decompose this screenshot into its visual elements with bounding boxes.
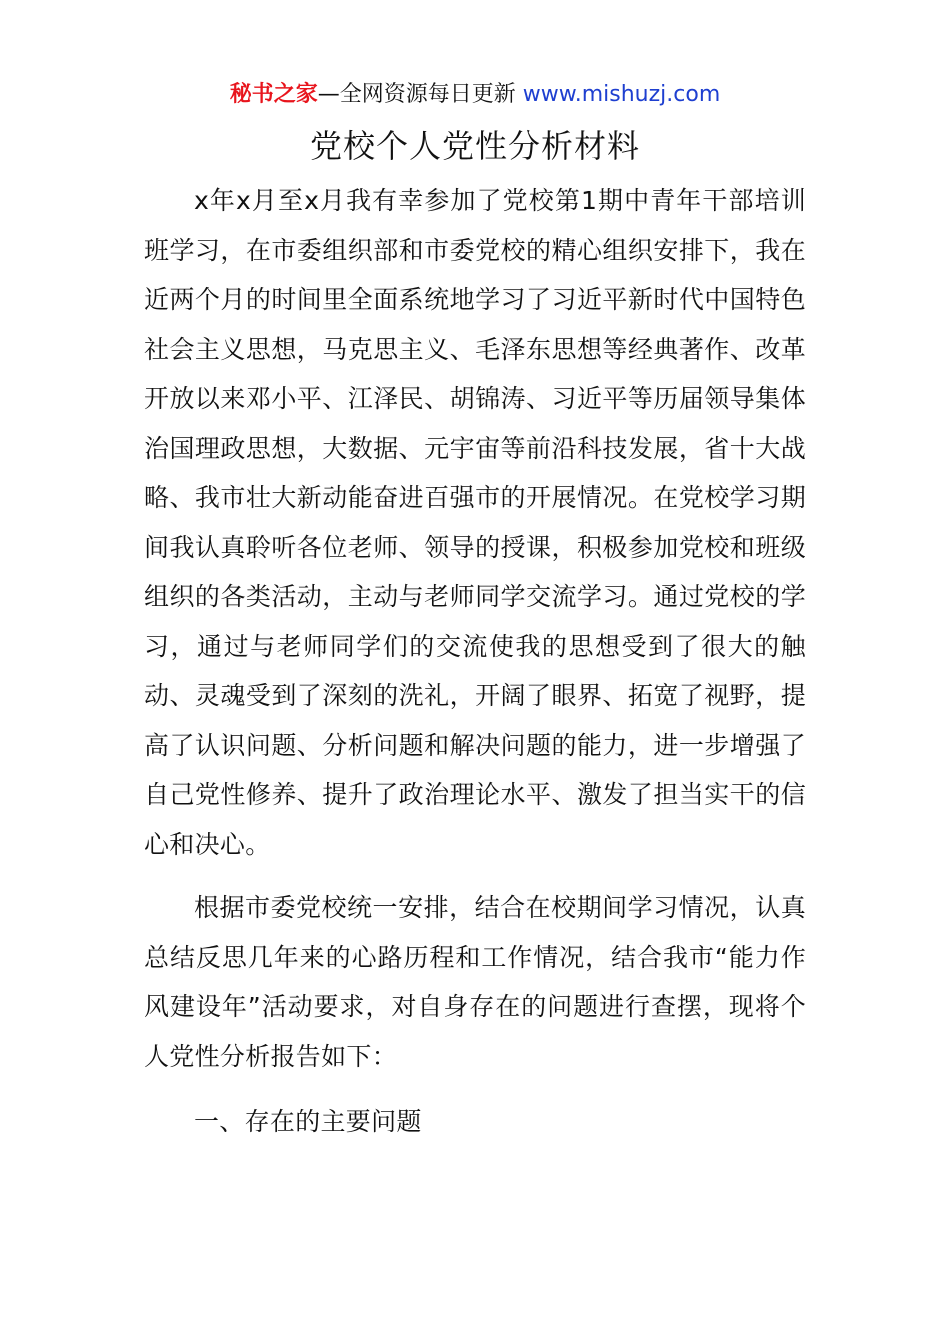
document-body xyxy=(144,176,806,1147)
body-paragraph-2: 根据市委党校统一安排，结合在校期间学习情况，认真总结反思几年来的心路历程和工作情况，结合我市“能力作风建设年”活动要求，对自身存在的问题进行查摆，现将个人党性分析报告如下： xyxy=(144,893,806,1071)
document-title: 党校个人党性分析材料 xyxy=(309,127,640,165)
body-paragraph-1: x年x月至x月我有幸参加了党校第1期中青年干部培训班学习，在市委组织部和市委党校的精心组织安排下，我在近两个月的时间里全面系统地学习了习近平新时代中国特色社会主义思想，马克思主义、毛泽东思想等经典著作、改革开放以来邓小平、江泽民、胡锦涛、习近平等历届领导集体治国理政思想，大数据、元宇宙等前沿科技发展，省十大战略、我市壮大新动能奋进百强市的开展情况。在党校学习期间我认真聆听各位老师、领导的授课，积极参加党校和班级组织的各类活动，主动与老师同学交流学习。通过党校的学习，通过与老师同学们的交流使我的思想受到了很大的触动、灵魂受到了深刻的洗礼，开阔了眼界、拓宽了视野，提高了认识问题、分析问题和解决问题的能力，进一步增强了自己党性修养、提升了政治理论水平、激发了担当实干的信心和决心。 xyxy=(144,186,806,859)
site-slogan: —全网资源每日更新 xyxy=(317,82,523,107)
site-header xyxy=(0,80,950,110)
site-brand: 秘书之家 xyxy=(229,82,318,107)
site-url-link[interactable]: www.mishuzj.com xyxy=(522,82,721,107)
section-heading: 一、存在的主要问题 xyxy=(194,1107,422,1136)
